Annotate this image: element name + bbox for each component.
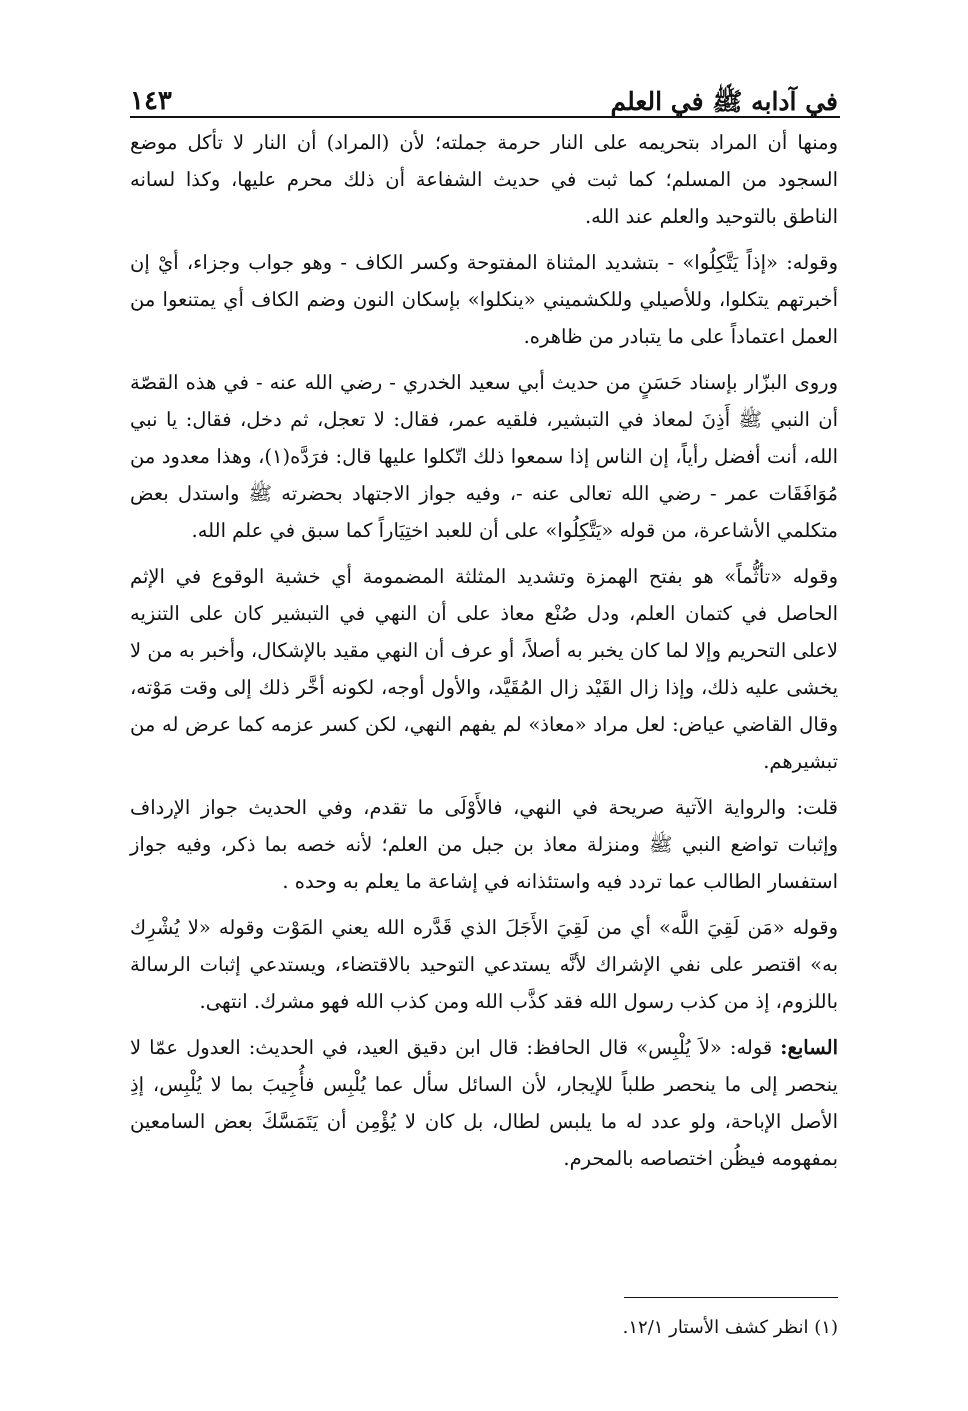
- paragraph: ومنها أن المراد بتحريمه على النار حرمة جملته؛ لأن (المراد) أن النار لا تأكل موضع السجود من المسلم؛ كما ثبت في حديث الشفاعة أن ذلك محرم عليها، وكذا لسانه الناطق بالتوحيد والعلم عند الله.: [130, 131, 838, 228]
- header-rule: [130, 116, 840, 118]
- running-header: [130, 72, 838, 114]
- paragraph: وروى البزّار بإسناد حَسَنٍ من حديث أبي سعيد الخدري - رضي الله عنه - في هذه القصّة أن النبي ﷺ أَذِنَ لمعاذ في التبشير، فلقيه عمر، فقال: لا تعجل، ثم دخل، فقال: يا نبي الله، أنت أفضل رأياً، إن الناس إذا سمعوا ذلك اتّكلوا عليها قال: فرَدَّه(١)، وهذا معدود من مُوَافَقَات عمر - رضي الله تعالى عنه -، وفيه جواز الاجتهاد بحضرته ﷺ واستدل بعض متكلمي الأشاعرة، من قوله «يَتَّكِلُوا» على أن للعبد اختِيَاراً كما سبق في علم الله.: [130, 371, 839, 542]
- footnote: (١) انظر كشف الأستار ١٢/١.: [622, 1317, 838, 1338]
- paragraph: وقوله «تأثُّماً» هو بفتح الهمزة وتشديد المثلثة المضمومة أي خشية الوقوع في الإثم الحاصل في كتمان العلم، ودل صُنْع معاذ على أن النهي في التبشير كان على التنزيه لاعلى التحريم وإلا لما كان يخبر به أصلاً، أو عرف أن النهي مقيد بالإشكال، وأخبر به من لا يخشى عليه ذلك، وإذا زال القَيْد زال المُقَيَّد، والأول أوجه، لكونه أخَّر ذلك إلى وقت مَوْته، وقال القاضي عياض: لعل مراد «معاذ» لم يفهم النهي، لكن كسر عزمه كما عرض له من تبشيرهم.: [130, 565, 838, 773]
- page-number: ١٤٣: [130, 86, 172, 116]
- paragraph: قلت: والرواية الآتية صريحة في النهي، فالأَوْلَى ما تقدم، وفي الحديث جواز الإرداف وإثبات تواضع النبي ﷺ ومنزلة معاذ بن جبل من العلم؛ لأنه خصه بما ذكر، وفيه جواز استفسار الطالب عما تردد فيه واستئذانه في إشاعة ما يعلم به وحده .: [130, 796, 838, 893]
- paragraph: السابع: قوله: «لاَ يُلْبِس» قال الحافظ: قال ابن دقيق العيد، في الحديث: العدول عمّا لا ينحصر إلى ما ينحصر طلباً للإيجار، لأن السائل سأل عما يُلْبِس فأُجِيبَ بما لا يُلْبِس، إذِ الأصل الإباحة، ولو عدد له ما يلبس لطال، بل كان لا يُؤْمِن أن يَتَمَسَّكَ بعض السامعين بمفهومه فيظُن اختصاصه بالمحرم.: [130, 1036, 838, 1170]
- paragraph: وقوله «مَن لَقِيَ اللَّه» أي من لَقِيَ الأَجَلَ الذي قَدَّره الله يعني المَوْت وقوله «لا يُشْرِك به» اقتصر على نفي الإشراك لأنَّه يستدعي التوحيد بالاقتضاء، ويستدعي إثبات الرسالة باللزوم، إذ من كذب رسول الله فقد كذَّب الله ومن كذب الله فهو مشرك. انتهى.: [130, 916, 838, 1013]
- section-label: السابع:: [780, 1036, 838, 1059]
- chapter-title: في آدابه ﷺ في العلم: [610, 87, 838, 116]
- footnote-rule: [624, 1297, 838, 1298]
- main-text: [130, 124, 838, 1186]
- paragraph: وقوله: «إذاً يَتَّكِلُوا» - بتشديد المثناة المفتوحة وكسر الكاف - وهو جواب وجزاء، أيْ إن أخبرتهم يتكلوا، وللأصيلي وللكشميني «ينكلوا» بإسكان النون وضم الكاف أي يمتنعوا من العمل اعتماداً على ما يتبادر من ظاهره.: [130, 251, 838, 348]
